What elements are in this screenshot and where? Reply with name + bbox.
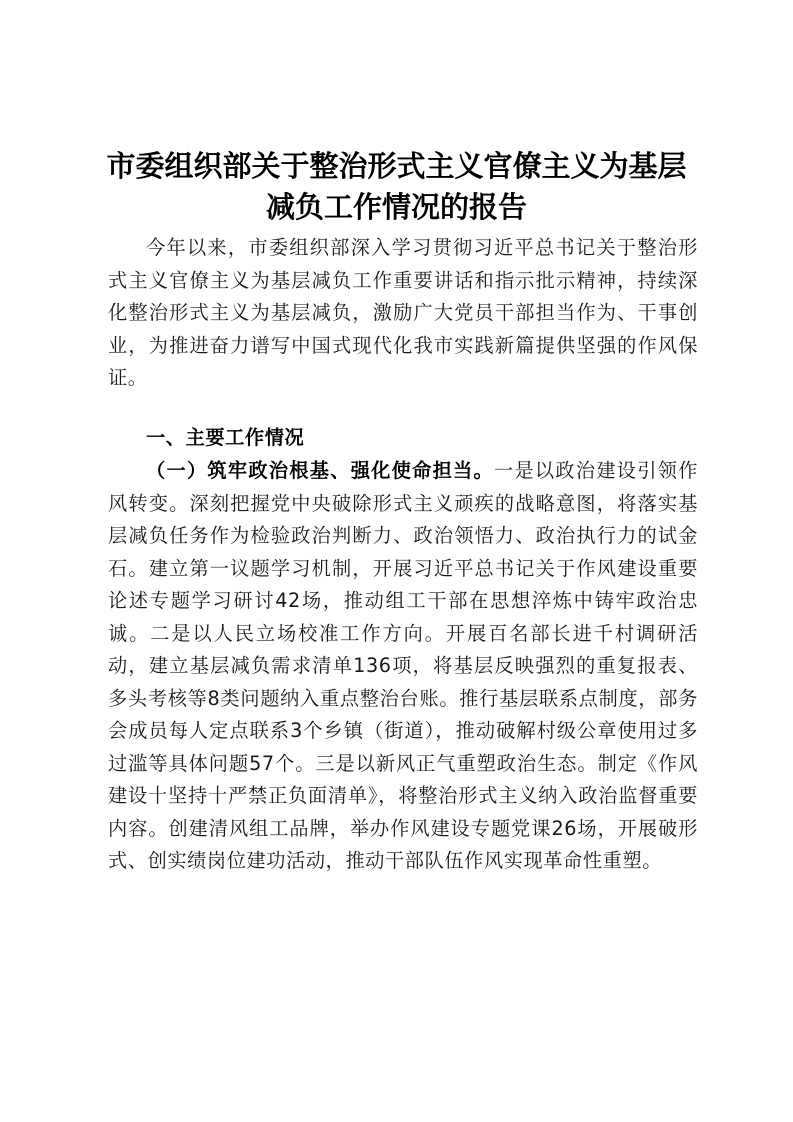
document-title-line-1: 市委组织部关于整治形式主义官僚主义为基层 [106, 149, 687, 183]
intro-paragraph: 今年以来，市委组织部深入学习贯彻习近平总书记关于整治形式主义官僚主义为基层减负工作重要讲话和指示批示精神，持续深化整治形式主义为基层减负，激励广大党员干部担当作为、干事创业，为推进奋力谱写中国式现代化我市实践新篇提供坚强的作风保证。 [108, 236, 698, 389]
subsection-paragraph [108, 455, 698, 878]
subsection-heading: （一）筑牢政治根基、强化使命担当。 [146, 459, 494, 482]
document-title-line-2: 减负工作情况的报告 [265, 190, 527, 224]
section-heading: 一、主要工作情况 [146, 426, 305, 449]
subsection-body: 一是以政治建设引领作风转变。深刻把握党中央破除形式主义顽疾的战略意图，将落实基层减负任务作为检验政治判断力、政治领悟力、政治执行力的试金石。建立第一议题学习机制，开展习近平总书记关于作风建设重要论述专题学习研讨42场，推动组工干部在思想淬炼中铸牢政治忠诚。二是以人民立场校准工作方向。开展百名部长进千村调研活动，建立基层减负需求清单136项，将基层反映强烈的重复报表、多头考核等8类问题纳入重点整治台账。推行基层联系点制度，部务会成员每人定点联系3个乡镇（街道），推动破解村级公章使用过多过滥等具体问题57个。三是以新风正气重塑政治生态。制定《作风建设十坚持十严禁正负面清单》，将整治形式主义纳入政治监督重要内容。创建清风组工品牌，举办作风建设专题党课26场，开展破形式、创实绩岗位建功活动，推动干部队伍作风实现革命性重塑。 [108, 459, 698, 872]
